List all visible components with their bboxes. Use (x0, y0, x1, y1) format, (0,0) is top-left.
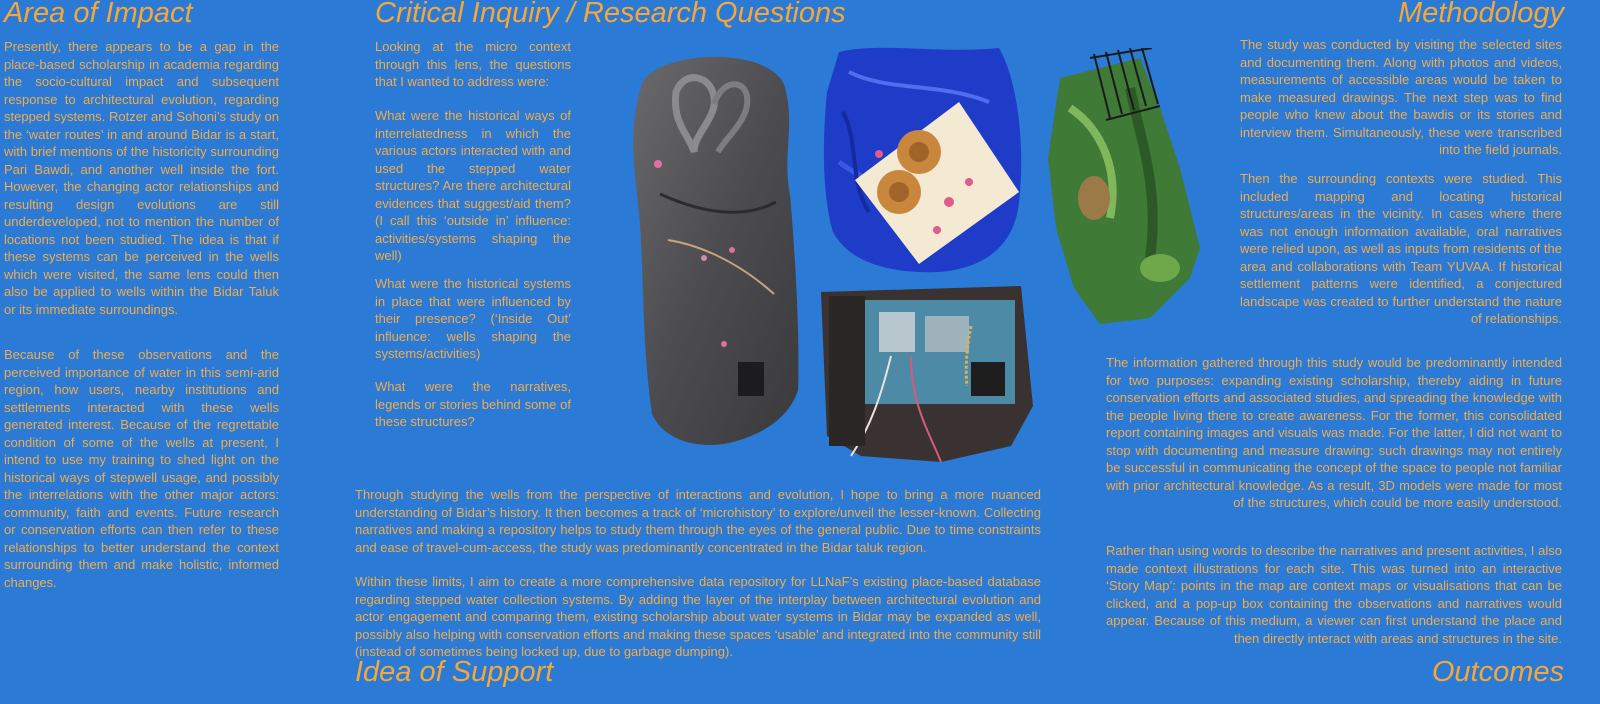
heading-methodology: Methodology (1397, 0, 1564, 29)
carved-stone-slab-image (614, 44, 804, 448)
area-paragraph-2: Because of these observations and the perceived importance of water in this semi-arid region, how users, nearby institutions and settlements interacted with these wells generated interest. Because of the regrettable condition of some of the wells at present, I intend to use my training to shed light on the historical ways of stepwell usage, and possibly the interrelations with the other major actors: community, faith and events. Future research or conservation efforts can then refer to these relationships to better understand the context surrounding them and make holistic, informed changes. (4, 347, 279, 590)
outcomes-paragraph-2: Rather than using words to describe the narratives and present activities, I also made context illustrations for each site. This was turned into an interactive ‘Story Map’: points in the map are context maps or visualisations that can be clicked, and a pop-up box containing the observations and narratives would appear. Because of this medium, a viewer can first understand the place and then directly interact with areas and structures in the site. (1106, 543, 1562, 646)
inquiry-question-2: What were the historical systems in place that were influenced by their presence? (‘Inside Out’ influence: wells shaping the systems/activities) (375, 276, 571, 361)
heading-area-of-impact: Area of Impact (4, 0, 193, 29)
inquiry-intro: Looking at the micro context through this lens, the questions that I wanted to address were: (375, 39, 571, 89)
offering-plate-image (819, 42, 1027, 274)
outcomes-paragraph-1: The information gathered through this study would be predominantly intended for two purposes: expanding existing scholarship, thereby aiding in future conservation efforts and associated studies, and spreading the knowledge with the people living there to create awareness. For the former, this consolidated report containing images and visuals was made. For the latter, I did not want to stop with documenting and measure drawing: such drawings may not entirely be successful in communicating the concept of the space to people not familiar with prior architectural knowledge. As a result, 3D models were made for most of the structures, which could be more easily understood. (1106, 355, 1562, 510)
heading-outcomes: Outcomes (1431, 656, 1564, 688)
support-paragraph-2: Within these limits, I aim to create a more comprehensive data repository for LLNaF’s existing place-based database regarding stepped water collection systems. By adding the layer of the interplay between architectural evolution and actor engagement and comparing them, existing scholarship about water systems in Bidar may be expanded as well, possibly also helping with conservation efforts and making these spaces ‘usable’ and integrated into the community still (instead of sometimes being locked up, due to garbage dumping). (355, 574, 1041, 659)
heading-research-questions: Critical Inquiry / Research Questions (375, 0, 846, 29)
heading-idea-of-support: Idea of Support (355, 656, 554, 688)
area-paragraph-1: Presently, there appears to be a gap in the place-based scholarship in academia regarding the socio-cultural impact and subsequent response to architectural evolution, regarding stepped systems. Rotzer and Sohoni’s study on the ‘water routes’ in and around Bidar is a start, with brief mentions of the historicity surrounding Pari Bawdi, and another well inside the fort. However, the changing actor relationships and resulting design evolutions are still underdeveloped, not to mention the number of locations not been studied. The idea is that if these systems can be perceived in the wells which were visited, the same lens could then also be applied to wells within the Bidar Taluk or its immediate surroundings. (4, 39, 279, 317)
overgrown-wall-image (1040, 48, 1216, 326)
electrical-meter-box-image (821, 286, 1037, 466)
methodology-paragraph-1: The study was conducted by visiting the selected sites and documenting them. Along with photos and videos, measurements of accessible areas would be taken to make measured drawings. The next step was to find people who knew about the bawdis or its stories and interview them. Simultaneously, these were transcribed into the field journals. (1240, 37, 1562, 157)
inquiry-question-3: What were the narratives, legends or stories behind some of these structures? (375, 379, 571, 429)
inquiry-question-1: What were the historical ways of interrelatedness in which the various actors interacted with and used the stepped water structures? Are there architectural evidences that suggest/aid them? (I call this ‘outside in’ influence: activities/systems shaping the well) (375, 108, 571, 263)
support-paragraph-1: Through studying the wells from the perspective of interactions and evolution, I hope to bring a more nuanced understanding of Bidar’s history. It then becomes a track of ‘microhistory’ to explore/unveil the lesser-known. Collecting narratives and making a repository helps to study them through the eyes of the general public. Due to time constraints and ease of travel-cum-access, the study was predominantly concentrated in the Bidar taluk region. (355, 487, 1041, 555)
methodology-paragraph-2: Then the surrounding contexts were studied. This included mapping and locating historical structures/areas in the vicinity. In cases where there was not enough information available, oral narratives were relied upon, as well as inputs from residents of the area and collaborations with Team YUVAA. If historical settlement patterns were identified, a conjectured landscape was created to further understand the nature of relationships. (1240, 171, 1562, 326)
